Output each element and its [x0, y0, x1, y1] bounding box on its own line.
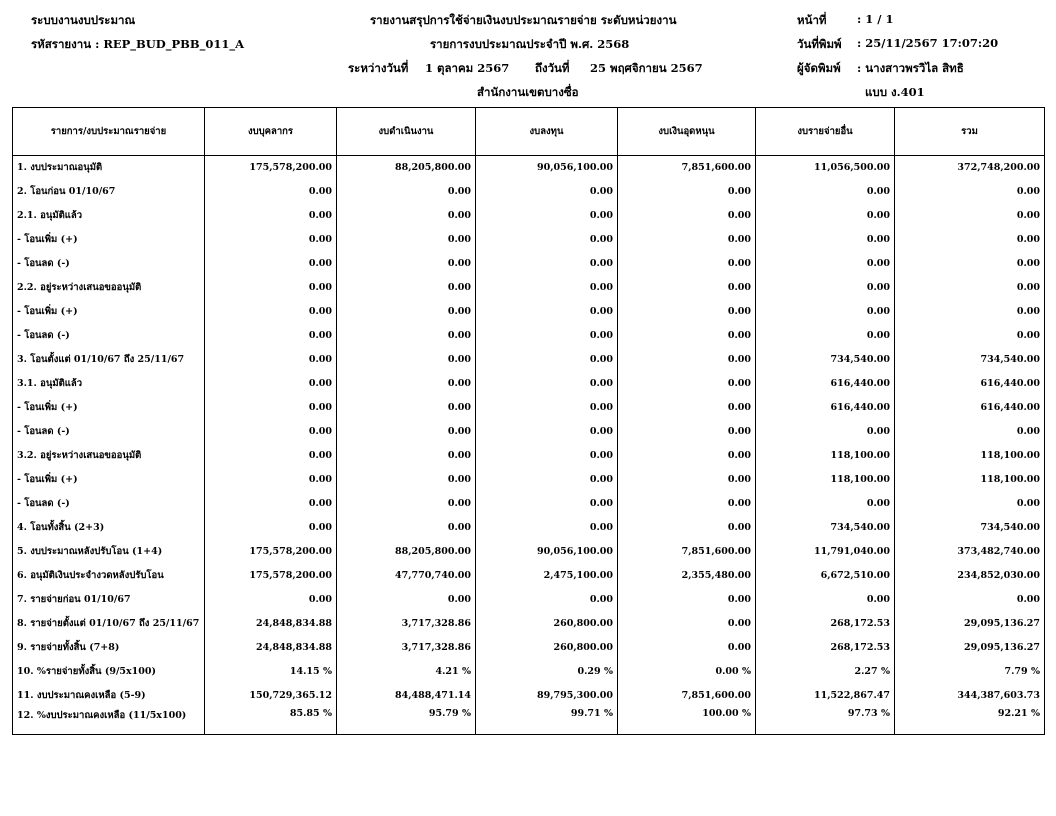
amount-cell: 616,440.00	[756, 372, 895, 396]
period-label: ระหว่างวันที่	[348, 61, 409, 75]
amount-cell: 0.00	[895, 204, 1045, 228]
amount-cell: 100.00 %	[618, 708, 756, 735]
amount-cell: 0.00	[618, 180, 756, 204]
system-name: ระบบงานงบประมาณ	[31, 13, 136, 27]
form-code: แบบ ง.401	[865, 85, 925, 99]
table-row	[13, 468, 1045, 492]
amount-cell: 0.00	[618, 396, 756, 420]
amount-cell: 0.00	[205, 228, 337, 252]
row-label: 9. รายจ่ายทั้งสิ้น (7+8)	[13, 636, 205, 660]
amount-cell: 150,729,365.12	[205, 684, 337, 708]
row-label: 2.2. อยู่ระหว่างเสนอขออนุมัติ	[13, 276, 205, 300]
amount-cell: 0.00	[337, 324, 476, 348]
amount-cell: 0.00	[476, 276, 618, 300]
amount-cell: 0.00	[337, 444, 476, 468]
amount-cell: 734,540.00	[895, 516, 1045, 540]
row-label: 11. งบประมาณคงเหลือ (5-9)	[13, 684, 205, 708]
table-row	[13, 156, 1045, 180]
amount-cell: 0.00	[618, 612, 756, 636]
table-row	[13, 660, 1045, 684]
printed-by-label: ผู้จัดพิมพ์	[797, 61, 841, 75]
amount-cell: 0.00	[476, 396, 618, 420]
amount-cell: 0.00	[756, 300, 895, 324]
amount-cell: 0.00	[618, 636, 756, 660]
amount-cell: 0.00	[205, 276, 337, 300]
table-row	[13, 276, 1045, 300]
amount-cell: 175,578,200.00	[205, 156, 337, 180]
amount-cell: 616,440.00	[895, 396, 1045, 420]
amount-cell: 0.00	[337, 516, 476, 540]
amount-cell: 24,848,834.88	[205, 636, 337, 660]
amount-cell: 0.00	[337, 276, 476, 300]
amount-cell: 0.00	[618, 324, 756, 348]
amount-cell: 24,848,834.88	[205, 612, 337, 636]
amount-cell: 118,100.00	[756, 468, 895, 492]
amount-cell: 734,540.00	[756, 348, 895, 372]
amount-cell: 0.00	[476, 252, 618, 276]
amount-cell: 95.79 %	[337, 708, 476, 735]
amount-cell: 0.00	[618, 300, 756, 324]
amount-cell: 88,205,800.00	[337, 540, 476, 564]
report-code: รหัสรายงาน : REP_BUD_PBB_011_A	[31, 37, 245, 51]
page-value: : 1 / 1	[857, 12, 894, 26]
amount-cell: 0.00	[476, 348, 618, 372]
amount-cell: 11,056,500.00	[756, 156, 895, 180]
column-header: รายการ/งบประมาณรายจ่าย	[13, 108, 205, 156]
amount-cell: 616,440.00	[756, 396, 895, 420]
amount-cell: 0.00	[476, 372, 618, 396]
amount-cell: 97.73 %	[756, 708, 895, 735]
table-body	[13, 156, 1045, 735]
amount-cell: 0.00	[205, 372, 337, 396]
row-label: - โอนลด (-)	[13, 324, 205, 348]
row-label: 2.1. อนุมัติแล้ว	[13, 204, 205, 228]
amount-cell: 0.00	[476, 300, 618, 324]
amount-cell: 0.00	[337, 492, 476, 516]
amount-cell: 734,540.00	[895, 348, 1045, 372]
report-subtitle: รายการงบประมาณประจำปี พ.ศ. 2568	[430, 37, 630, 51]
amount-cell: 0.00	[205, 516, 337, 540]
table-row	[13, 516, 1045, 540]
period-end: 25 พฤศจิกายน 2567	[590, 61, 703, 75]
amount-cell: 118,100.00	[895, 444, 1045, 468]
table-row	[13, 204, 1045, 228]
amount-cell: 7,851,600.00	[618, 540, 756, 564]
amount-cell: 0.00	[618, 468, 756, 492]
table-row	[13, 372, 1045, 396]
amount-cell: 0.00	[337, 204, 476, 228]
row-label: - โอนเพิ่ม (+)	[13, 396, 205, 420]
row-label: - โอนลด (-)	[13, 420, 205, 444]
amount-cell: 260,800.00	[476, 636, 618, 660]
report-title: รายงานสรุปการใช้จ่ายเงินงบประมาณรายจ่าย ระดับหน่วยงาน	[370, 13, 677, 27]
amount-cell: 0.00	[337, 372, 476, 396]
amount-cell: 0.00	[205, 492, 337, 516]
table-row	[13, 492, 1045, 516]
table-row	[13, 228, 1045, 252]
amount-cell: 29,095,136.27	[895, 636, 1045, 660]
amount-cell: 99.71 %	[476, 708, 618, 735]
table-row	[13, 348, 1045, 372]
amount-cell: 0.00	[618, 276, 756, 300]
amount-cell: 0.00	[618, 252, 756, 276]
amount-cell: 0.00	[895, 180, 1045, 204]
amount-cell: 47,770,740.00	[337, 564, 476, 588]
amount-cell: 0.00	[895, 420, 1045, 444]
amount-cell: 0.00	[618, 492, 756, 516]
amount-cell: 0.00	[618, 228, 756, 252]
period-to-label: ถึงวันที่	[535, 61, 570, 75]
amount-cell: 7.79 %	[895, 660, 1045, 684]
row-label: 4. โอนทั้งสิ้น (2+3)	[13, 516, 205, 540]
amount-cell: 0.00	[618, 372, 756, 396]
amount-cell: 0.00	[205, 324, 337, 348]
column-header: งบลงทุน	[476, 108, 618, 156]
amount-cell: 0.00	[895, 300, 1045, 324]
amount-cell: 0.00	[476, 468, 618, 492]
table-row	[13, 324, 1045, 348]
amount-cell: 2,355,480.00	[618, 564, 756, 588]
table-row	[13, 564, 1045, 588]
amount-cell: 118,100.00	[895, 468, 1045, 492]
amount-cell: 260,800.00	[476, 612, 618, 636]
amount-cell: 0.00	[756, 588, 895, 612]
amount-cell: 0.00	[205, 588, 337, 612]
amount-cell: 0.00	[476, 516, 618, 540]
print-date-value: : 25/11/2567 17:07:20	[857, 36, 999, 50]
amount-cell: 0.00	[205, 396, 337, 420]
row-label: 6. อนุมัติเงินประจำงวดหลังปรับโอน	[13, 564, 205, 588]
table-row	[13, 636, 1045, 660]
amount-cell: 0.00	[205, 420, 337, 444]
table-row	[13, 444, 1045, 468]
table-row	[13, 396, 1045, 420]
amount-cell: 0.00	[756, 324, 895, 348]
amount-cell: 0.00	[476, 588, 618, 612]
amount-cell: 0.00	[337, 348, 476, 372]
amount-cell: 3,717,328.86	[337, 612, 476, 636]
header-row	[13, 108, 1045, 156]
amount-cell: 373,482,740.00	[895, 540, 1045, 564]
table-row	[13, 300, 1045, 324]
amount-cell: 0.00	[476, 204, 618, 228]
row-label: - โอนลด (-)	[13, 252, 205, 276]
amount-cell: 92.21 %	[895, 708, 1045, 735]
budget-summary-table	[12, 107, 1045, 735]
row-label: 1. งบประมาณอนุมัติ	[13, 156, 205, 180]
amount-cell: 14.15 %	[205, 660, 337, 684]
amount-cell: 84,488,471.14	[337, 684, 476, 708]
column-header: รวม	[895, 108, 1045, 156]
amount-cell: 616,440.00	[895, 372, 1045, 396]
amount-cell: 372,748,200.00	[895, 156, 1045, 180]
amount-cell: 7,851,600.00	[618, 684, 756, 708]
amount-cell: 0.00	[476, 492, 618, 516]
amount-cell: 0.00	[476, 420, 618, 444]
amount-cell: 0.00	[337, 468, 476, 492]
amount-cell: 0.00	[895, 492, 1045, 516]
amount-cell: 6,672,510.00	[756, 564, 895, 588]
amount-cell: 0.00	[618, 204, 756, 228]
column-header: งบเงินอุดหนุน	[618, 108, 756, 156]
amount-cell: 85.85 %	[205, 708, 337, 735]
table-row	[13, 420, 1045, 444]
amount-cell: 0.00	[205, 468, 337, 492]
amount-cell: 0.00	[476, 444, 618, 468]
row-label: 10. %รายจ่ายทั้งสิ้น (9/5x100)	[13, 660, 205, 684]
amount-cell: 0.00	[895, 252, 1045, 276]
amount-cell: 0.00	[895, 588, 1045, 612]
amount-cell: 0.00	[756, 492, 895, 516]
row-label: - โอนเพิ่ม (+)	[13, 300, 205, 324]
row-label: 12. %งบประมาณคงเหลือ (11/5x100)	[13, 708, 205, 735]
amount-cell: 0.00	[895, 228, 1045, 252]
amount-cell: 0.00	[756, 204, 895, 228]
amount-cell: 3,717,328.86	[337, 636, 476, 660]
amount-cell: 175,578,200.00	[205, 540, 337, 564]
amount-cell: 0.00	[205, 204, 337, 228]
amount-cell: 89,795,300.00	[476, 684, 618, 708]
amount-cell: 268,172.53	[756, 636, 895, 660]
amount-cell: 29,095,136.27	[895, 612, 1045, 636]
amount-cell: 0.00	[476, 180, 618, 204]
row-label: 3. โอนตั้งแต่ 01/10/67 ถึง 25/11/67	[13, 348, 205, 372]
amount-cell: 0.00	[337, 252, 476, 276]
amount-cell: 88,205,800.00	[337, 156, 476, 180]
row-label: 2. โอนก่อน 01/10/67	[13, 180, 205, 204]
amount-cell: 0.00	[618, 420, 756, 444]
amount-cell: 0.00	[756, 228, 895, 252]
row-label: 7. รายจ่ายก่อน 01/10/67	[13, 588, 205, 612]
table-row	[13, 708, 1045, 735]
amount-cell: 0.00	[205, 444, 337, 468]
row-label: 3.2. อยู่ระหว่างเสนอขออนุมัติ	[13, 444, 205, 468]
amount-cell: 0.00	[756, 276, 895, 300]
amount-cell: 118,100.00	[756, 444, 895, 468]
table-row	[13, 180, 1045, 204]
amount-cell: 0.00	[618, 348, 756, 372]
office-name: สำนักงานเขตบางซื่อ	[477, 85, 579, 99]
amount-cell: 90,056,100.00	[476, 156, 618, 180]
amount-cell: 0.00	[756, 252, 895, 276]
amount-cell: 0.00	[895, 276, 1045, 300]
amount-cell: 11,522,867.47	[756, 684, 895, 708]
amount-cell: 0.00	[337, 300, 476, 324]
row-label: - โอนเพิ่ม (+)	[13, 228, 205, 252]
period-start: 1 ตุลาคม 2567	[425, 61, 510, 75]
amount-cell: 0.00	[756, 420, 895, 444]
table-row	[13, 540, 1045, 564]
amount-cell: 0.00	[476, 228, 618, 252]
amount-cell: 175,578,200.00	[205, 564, 337, 588]
amount-cell: 234,852,030.00	[895, 564, 1045, 588]
column-header: งบรายจ่ายอื่น	[756, 108, 895, 156]
amount-cell: 268,172.53	[756, 612, 895, 636]
amount-cell: 0.00	[337, 228, 476, 252]
amount-cell: 0.00	[618, 516, 756, 540]
amount-cell: 0.00	[205, 300, 337, 324]
column-header: งบดำเนินงาน	[337, 108, 476, 156]
amount-cell: 0.00	[476, 324, 618, 348]
amount-cell: 7,851,600.00	[618, 156, 756, 180]
amount-cell: 344,387,603.73	[895, 684, 1045, 708]
amount-cell: 90,056,100.00	[476, 540, 618, 564]
row-label: 8. รายจ่ายตั้งแต่ 01/10/67 ถึง 25/11/67	[13, 612, 205, 636]
row-label: 5. งบประมาณหลังปรับโอน (1+4)	[13, 540, 205, 564]
table-row	[13, 252, 1045, 276]
amount-cell: 0.00	[895, 324, 1045, 348]
amount-cell: 0.00	[205, 180, 337, 204]
row-label: - โอนลด (-)	[13, 492, 205, 516]
amount-cell: 0.00	[337, 588, 476, 612]
amount-cell: 4.21 %	[337, 660, 476, 684]
table-row	[13, 612, 1045, 636]
page-label: หน้าที่	[797, 13, 827, 27]
amount-cell: 0.00 %	[618, 660, 756, 684]
amount-cell: 11,791,040.00	[756, 540, 895, 564]
amount-cell: 0.00	[337, 396, 476, 420]
column-header: งบบุคลากร	[205, 108, 337, 156]
table-row	[13, 588, 1045, 612]
amount-cell: 0.00	[205, 348, 337, 372]
table-row	[13, 684, 1045, 708]
table-header	[13, 108, 1045, 156]
printed-by-value: : นางสาวพรวิไล สิทธิ	[857, 61, 964, 75]
row-label: - โอนเพิ่ม (+)	[13, 468, 205, 492]
row-label: 3.1. อนุมัติแล้ว	[13, 372, 205, 396]
amount-cell: 734,540.00	[756, 516, 895, 540]
amount-cell: 2.27 %	[756, 660, 895, 684]
amount-cell: 0.00	[756, 180, 895, 204]
amount-cell: 2,475,100.00	[476, 564, 618, 588]
amount-cell: 0.29 %	[476, 660, 618, 684]
amount-cell: 0.00	[337, 420, 476, 444]
amount-cell: 0.00	[618, 588, 756, 612]
amount-cell: 0.00	[618, 444, 756, 468]
print-date-label: วันที่พิมพ์	[797, 37, 842, 51]
amount-cell: 0.00	[337, 180, 476, 204]
amount-cell: 0.00	[205, 252, 337, 276]
